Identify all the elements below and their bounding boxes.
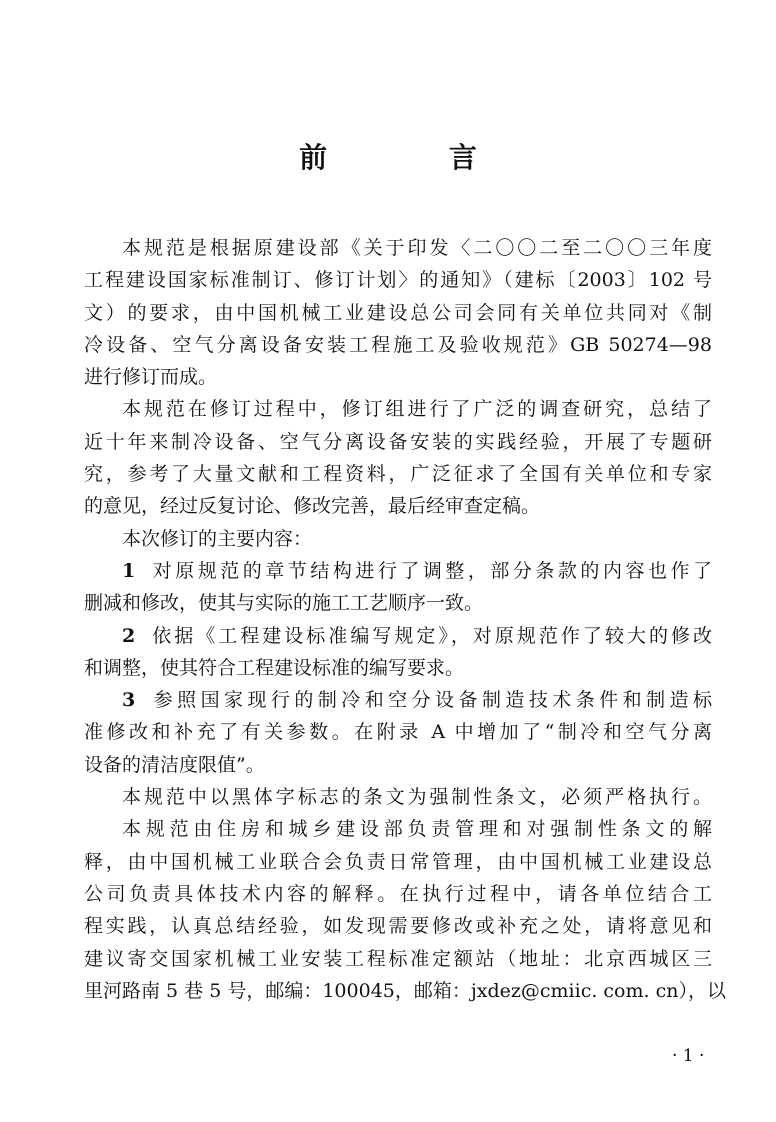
text-line xyxy=(84,264,712,296)
text-line xyxy=(84,813,712,845)
line-text: 进行修订而成。 xyxy=(84,366,218,389)
line-text: 和调整，使其符合工程建设标准的编写要求。 xyxy=(84,656,465,679)
text-line xyxy=(84,878,712,910)
text-line xyxy=(84,523,712,555)
line-text: 对原规范的章节结构进行了调整，部分条款的内容也作了 xyxy=(149,559,712,582)
line-text: 删减和修改，使其与实际的施工工艺顺序一致。 xyxy=(84,592,484,615)
line-text: 究，参考了大量文献和工程资料，广泛征求了全国有关单位和专家 xyxy=(84,463,712,486)
item-number: 1 xyxy=(122,559,136,582)
text-line xyxy=(84,684,712,716)
line-text: 参照国家现行的制冷和空分设备制造技术条件和制造标 xyxy=(149,689,712,712)
line-text: 本规范是根据原建设部《关于印发〈二〇〇二至二〇〇三年度 xyxy=(122,237,712,259)
item-number: 2 xyxy=(122,624,136,647)
line-text: 文）的要求，由中国机械工业建设总公司会同有关单位共同对《制 xyxy=(84,301,712,324)
text-line xyxy=(84,329,712,361)
line-text: 的意见，经过反复讨论、修改完善，最后经审查定稿。 xyxy=(84,495,541,518)
line-text: 依据《工程建设标准编写规定》，对原规范作了较大的修改 xyxy=(149,624,712,647)
line-text: 本规范在修订过程中，修订组进行了广泛的调查研究，总结了 xyxy=(122,398,712,421)
line-text: 设备的清洁度限值”。 xyxy=(84,753,265,776)
text-line xyxy=(84,943,712,975)
line-text: 公司负责具体技术内容的解释。在执行过程中，请各单位结合工 xyxy=(84,882,712,905)
text-line xyxy=(84,361,712,393)
line-text: 本次修订的主要内容： xyxy=(122,527,313,550)
line-text: 近十年来制冷设备、空气分离设备安装的实践经验，开展了专题研 xyxy=(84,430,712,453)
page-number: · 1 · xyxy=(672,1046,705,1066)
text-line xyxy=(84,297,712,329)
line-text: 程实践，认真总结经验，如发现需要修改或补充之处，请将意见和 xyxy=(84,915,712,938)
line-text: 建议寄交国家机械工业安装工程标准定额站（地址：北京西城区三 xyxy=(84,947,712,970)
line-text: 本规范由住房和城乡建设部负责管理和对强制性条文的解 xyxy=(122,818,712,841)
line-text: 本规范中以黑体字标志的条文为强制性条文，必须严格执行。 xyxy=(122,786,712,809)
page-title: 前 言 xyxy=(299,141,533,174)
text-line xyxy=(84,749,712,781)
line-text: 准修改和补充了有关参数。在附录 A 中增加了“制冷和空气分离 xyxy=(84,721,712,744)
line-text: 工程建设国家标准制订、修订计划〉的通知》（建标〔2003〕102 号 xyxy=(84,269,712,292)
text-line xyxy=(84,587,712,619)
document-body xyxy=(84,232,726,1007)
text-line xyxy=(84,975,726,1007)
text-line xyxy=(84,458,712,490)
text-line xyxy=(84,620,712,652)
text-line xyxy=(84,910,712,942)
text-line xyxy=(84,490,712,522)
line-text: 里河路南 5 巷 5 号，邮编：100045，邮箱：jxdez@cmiic. com. cn），以 xyxy=(84,979,726,1002)
item-number: 3 xyxy=(122,689,136,712)
text-line xyxy=(84,846,712,878)
text-line xyxy=(84,781,712,813)
line-text: 冷设备、空气分离设备安装工程施工及验收规范》GB 50274—98 xyxy=(84,333,712,356)
text-line xyxy=(84,426,712,458)
text-line xyxy=(84,393,712,425)
text-line xyxy=(84,652,712,684)
text-line xyxy=(84,555,712,587)
line-text: 释，由中国机械工业联合会负责日常管理，由中国机械工业建设总 xyxy=(84,850,712,873)
text-line xyxy=(84,716,712,748)
text-line xyxy=(84,232,712,264)
